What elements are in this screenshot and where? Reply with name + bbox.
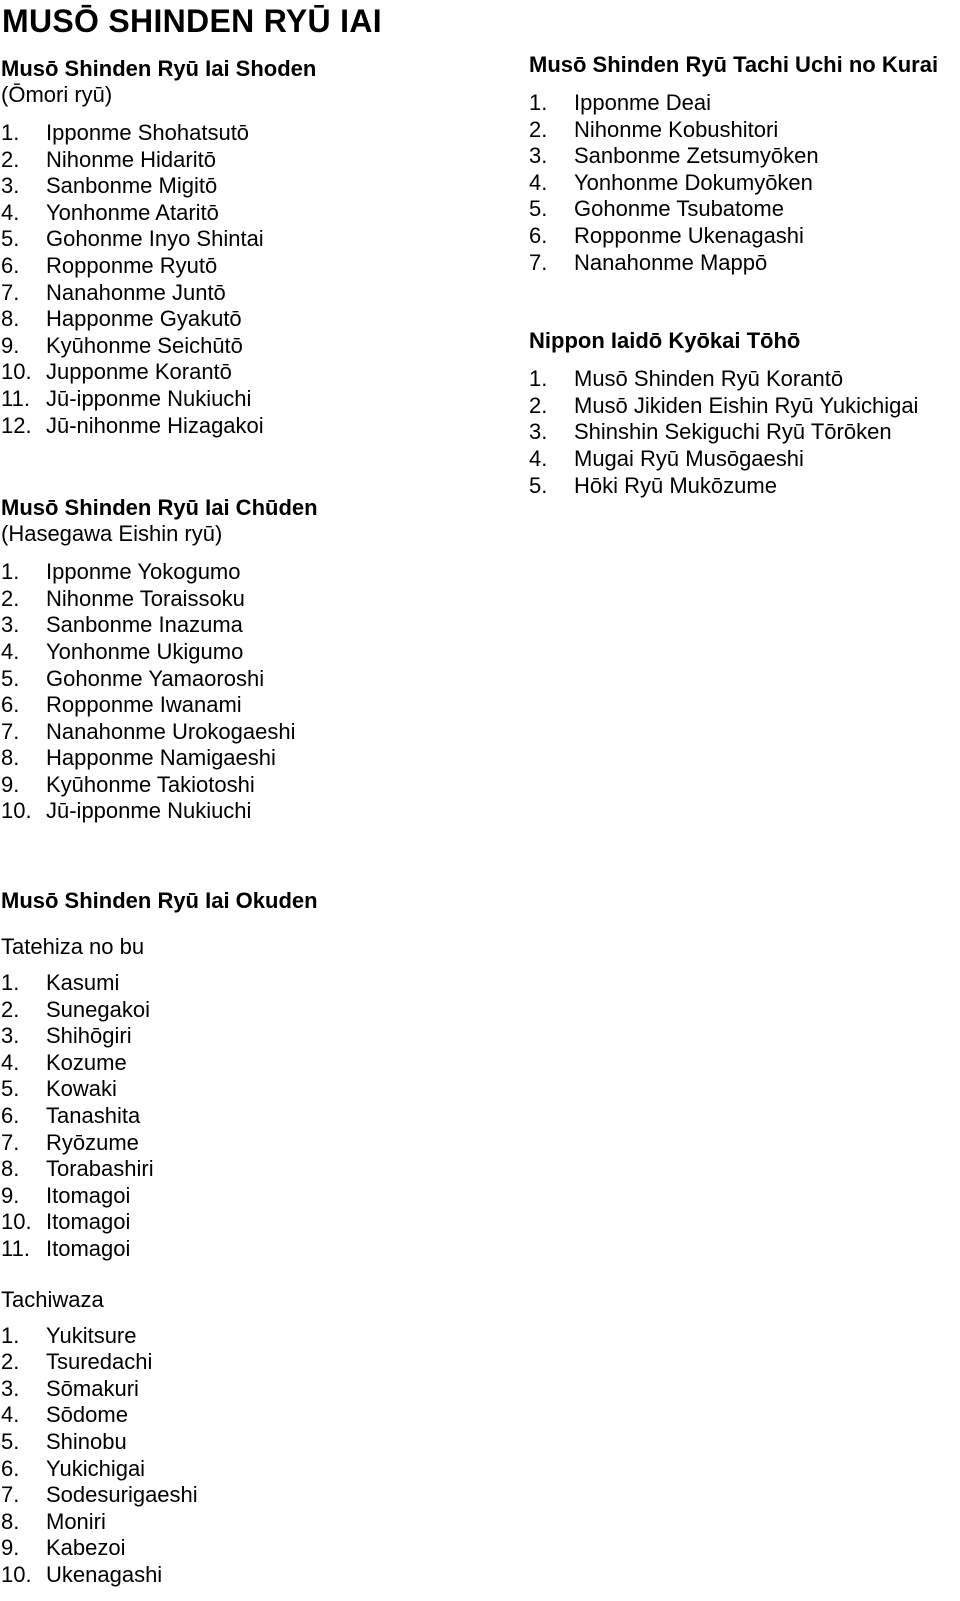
list-item: [1, 413, 501, 440]
chuden-title: Musō Shinden Ryū Iai Chūden: [1, 495, 318, 521]
list-item-number: 8.: [1, 1156, 20, 1182]
list-item: [1, 1076, 501, 1103]
list-item-name: Sunegakoi: [46, 996, 150, 1022]
list-item-name: Itomagoi: [46, 1235, 131, 1261]
chuden-section: [1, 495, 501, 825]
list-item: [529, 143, 960, 170]
list-item: [1, 970, 501, 997]
list-item: [1, 1349, 501, 1376]
list-item-number: 11.: [1, 1235, 30, 1261]
list-item-name: Shinshin Sekiguchi Ryū Tōrōken: [574, 419, 892, 445]
list-item: [1, 1156, 501, 1183]
tachiuchi-list: [529, 90, 960, 276]
list-item: [1, 1050, 501, 1077]
list-item-name: Shihōgiri: [46, 1023, 132, 1049]
list-item-number: 10.: [1, 798, 32, 824]
tatehiza-heading: Tatehiza no bu: [1, 934, 145, 959]
list-item-name: Tsuredachi: [46, 1349, 153, 1375]
shoden-list: [1, 120, 501, 439]
list-item: [1, 586, 501, 613]
shoden-section: [1, 56, 501, 439]
list-item-number: 12.: [1, 412, 32, 438]
right-column: [529, 52, 960, 499]
list-item-number: 2.: [1, 1349, 20, 1375]
list-item-name: Sodesurigaeshi: [46, 1482, 198, 1508]
list-item: [529, 170, 960, 197]
list-item-number: 8.: [1, 306, 20, 332]
list-item: [1, 1509, 501, 1536]
list-item-name: Mugai Ryū Musōgaeshi: [574, 445, 804, 471]
list-item: [1, 1562, 501, 1589]
okuden-section: [1, 888, 501, 1588]
list-item-number: 3.: [529, 143, 548, 169]
list-item-name: Yukichigai: [46, 1455, 146, 1481]
list-item-number: 4.: [1, 199, 20, 225]
list-item-number: 1.: [1, 1322, 20, 1348]
list-item-name: Musō Jikiden Eishin Ryū Yukichigai: [574, 392, 919, 418]
list-item: [1, 253, 501, 280]
list-item-name: Jū-nihonme Hizagakoi: [46, 412, 264, 438]
list-item-name: Musō Shinden Ryū Korantō: [574, 366, 844, 392]
list-item-number: 7.: [1, 718, 20, 744]
list-item: [1, 1376, 501, 1403]
chuden-subtitle: (Hasegawa Eishin ryū): [1, 521, 223, 547]
list-item-name: Sōmakuri: [46, 1375, 139, 1401]
list-item-number: 5.: [529, 196, 548, 222]
list-item-name: Gohonme Tsubatome: [574, 196, 784, 222]
list-item-number: 6.: [1, 692, 20, 718]
list-item-name: Yonhonme Dokumyōken: [574, 169, 813, 195]
list-item-number: 1.: [529, 366, 548, 392]
list-item-number: 9.: [1, 1535, 20, 1561]
list-item: [1, 719, 501, 746]
tachiwaza-list: [1, 1323, 501, 1589]
list-item: [1, 1535, 501, 1562]
list-item-number: 3.: [529, 419, 548, 445]
list-item-name: Sanbonme Migitō: [46, 173, 218, 199]
list-item-name: Ropponme Iwanami: [46, 692, 242, 718]
list-item-number: 6.: [529, 222, 548, 248]
list-item: [1, 280, 501, 307]
list-item-number: 5.: [1, 1076, 20, 1102]
list-item-number: 5.: [1, 1428, 20, 1454]
left-column: [1, 56, 501, 825]
list-item: [1, 1482, 501, 1509]
list-item: [1, 666, 501, 693]
list-item: [1, 306, 501, 333]
chuden-list: [1, 559, 501, 825]
list-item: [1, 226, 501, 253]
list-item: [1, 559, 501, 586]
list-item: [1, 997, 501, 1024]
list-item: [529, 90, 960, 117]
list-item-number: 2.: [1, 585, 20, 611]
list-item-number: 4.: [1, 1402, 20, 1428]
list-item: [1, 1130, 501, 1157]
list-item-name: Nanahonme Urokogaeshi: [46, 718, 296, 744]
list-item: [1, 386, 501, 413]
list-item-number: 6.: [1, 252, 20, 278]
list-item: [529, 419, 960, 446]
list-item: [1, 639, 501, 666]
list-item-number: 4.: [1, 638, 20, 664]
list-item: [1, 745, 501, 772]
list-item-number: 7.: [1, 1482, 20, 1508]
list-item-name: Yukitsure: [46, 1322, 137, 1348]
list-item-name: Sanbonme Zetsumyōken: [574, 143, 819, 169]
list-item: [529, 117, 960, 144]
list-item: [1, 1103, 501, 1130]
list-item-name: Jupponme Korantō: [46, 359, 232, 385]
list-item: [1, 1209, 501, 1236]
list-item-number: 1.: [1, 559, 20, 585]
list-item: [529, 366, 960, 393]
tachiuchi-section: [529, 52, 960, 276]
list-item-name: Itomagoi: [46, 1209, 131, 1235]
list-item: [1, 120, 501, 147]
list-item: [1, 333, 501, 360]
iaido-title: Nippon Iaidō Kyōkai Tōhō: [529, 328, 801, 354]
document-title: MUSŌ SHINDEN RYŪ IAI: [2, 3, 382, 39]
list-item-name: Ipponme Yokogumo: [46, 559, 241, 585]
iaido-list: [529, 366, 960, 499]
list-item-number: 5.: [1, 665, 20, 691]
list-item-number: 2.: [529, 116, 548, 142]
list-item: [1, 173, 501, 200]
list-item-name: Happonme Gyakutō: [46, 306, 242, 332]
list-item-name: Tanashita: [46, 1102, 141, 1128]
list-item: [529, 196, 960, 223]
list-item-number: 1.: [1, 970, 20, 995]
shoden-subtitle: (Ōmori ryū): [1, 82, 113, 107]
list-item-number: 2.: [1, 146, 20, 172]
list-item-name: Happonme Namigaeshi: [46, 745, 276, 771]
list-item-number: 3.: [1, 173, 20, 199]
list-item-name: Nihonme Kobushitori: [574, 116, 779, 142]
list-item-number: 4.: [529, 169, 548, 195]
list-item: [1, 200, 501, 227]
okuden-title: Musō Shinden Ryū Iai Okuden: [1, 888, 318, 913]
list-item-name: Ukenagashi: [46, 1561, 163, 1587]
list-item-number: 10.: [1, 1209, 32, 1235]
list-item-name: Moniri: [46, 1508, 106, 1534]
tachiwaza-heading: Tachiwaza: [1, 1286, 104, 1312]
list-item: [1, 1323, 501, 1350]
tachiuchi-title: Musō Shinden Ryū Tachi Uchi no Kurai: [529, 52, 939, 77]
list-item-number: 6.: [1, 1455, 20, 1481]
list-item-number: 3.: [1, 612, 20, 638]
list-item-name: Yonhonme Ataritō: [46, 199, 219, 225]
list-item-number: 9.: [1, 332, 20, 358]
list-item-name: Kowaki: [46, 1076, 117, 1102]
list-item: [1, 1456, 501, 1483]
list-item-number: 10.: [1, 359, 32, 385]
list-item: [529, 473, 960, 500]
list-item-number: 3.: [1, 1375, 20, 1401]
list-item-name: Nihonme Toraissoku: [46, 585, 245, 611]
list-item-name: Kasumi: [46, 970, 120, 995]
list-item-name: Sanbonme Inazuma: [46, 612, 243, 638]
list-item: [1, 772, 501, 799]
list-item-number: 1.: [1, 120, 20, 145]
list-item-name: Kabezoi: [46, 1535, 126, 1561]
list-item-name: Gohonme Inyo Shintai: [46, 226, 264, 252]
list-item-number: 2.: [1, 996, 20, 1022]
list-item: [1, 1402, 501, 1429]
list-item-number: 4.: [1, 1049, 20, 1075]
bottom-column: [1, 888, 501, 1588]
list-item-number: 1.: [529, 90, 548, 115]
list-item: [1, 359, 501, 386]
list-item-name: Itomagoi: [46, 1182, 131, 1208]
list-item: [1, 612, 501, 639]
list-item: [1, 147, 501, 174]
tatehiza-list: [1, 970, 501, 1263]
list-item-number: 7.: [1, 279, 20, 305]
list-item-name: Nanahonme Juntō: [46, 279, 226, 305]
list-item-number: 10.: [1, 1561, 32, 1587]
list-item: [529, 223, 960, 250]
iaido-section: [529, 328, 960, 499]
list-item-name: Jū-ipponme Nukiuchi: [46, 798, 252, 824]
list-item-name: Nanahonme Mappō: [574, 249, 768, 275]
list-item: [1, 1429, 501, 1456]
list-item: [1, 798, 501, 825]
list-item: [529, 250, 960, 277]
list-item-name: Torabashiri: [46, 1156, 154, 1182]
list-item-name: Gohonme Yamaoroshi: [46, 665, 265, 691]
list-item-number: 9.: [1, 1182, 20, 1208]
list-item: [529, 446, 960, 473]
list-item: [1, 692, 501, 719]
list-item-number: 4.: [529, 445, 548, 471]
list-item-name: Ropponme Ryutō: [46, 252, 218, 278]
list-item: [529, 393, 960, 420]
list-item-number: 7.: [529, 249, 548, 275]
list-item-name: Kozume: [46, 1049, 127, 1075]
list-item-number: 5.: [1, 226, 20, 252]
list-item-name: Nihonme Hidaritō: [46, 146, 216, 172]
list-item: [1, 1236, 501, 1263]
list-item-name: Shinobu: [46, 1428, 127, 1454]
list-item: [1, 1023, 501, 1050]
list-item-name: Kyūhonme Takiotoshi: [46, 771, 255, 797]
list-item-name: Jū-ipponme Nukiuchi: [46, 385, 252, 411]
list-item-number: 6.: [1, 1102, 20, 1128]
list-item-name: Hōki Ryū Mukōzume: [574, 472, 777, 498]
shoden-title: Musō Shinden Ryū Iai Shoden: [1, 56, 317, 81]
list-item-number: 3.: [1, 1023, 20, 1049]
list-item-name: Ryōzume: [46, 1129, 139, 1155]
list-item-name: Kyūhonme Seichūtō: [46, 332, 243, 358]
list-item-number: 8.: [1, 1508, 20, 1534]
list-item: [1, 1183, 501, 1210]
list-item-number: 7.: [1, 1129, 20, 1155]
list-item-number: 9.: [1, 771, 20, 797]
list-item-name: Sōdome: [46, 1402, 128, 1428]
list-item-name: Ipponme Deai: [574, 90, 711, 115]
list-item-number: 11.: [1, 385, 30, 411]
list-item-name: Ipponme Shohatsutō: [46, 120, 250, 145]
list-item-number: 2.: [529, 392, 548, 418]
list-item-number: 5.: [529, 472, 548, 498]
list-item-name: Ropponme Ukenagashi: [574, 222, 804, 248]
list-item-name: Yonhonme Ukigumo: [46, 638, 244, 664]
list-item-number: 8.: [1, 745, 20, 771]
